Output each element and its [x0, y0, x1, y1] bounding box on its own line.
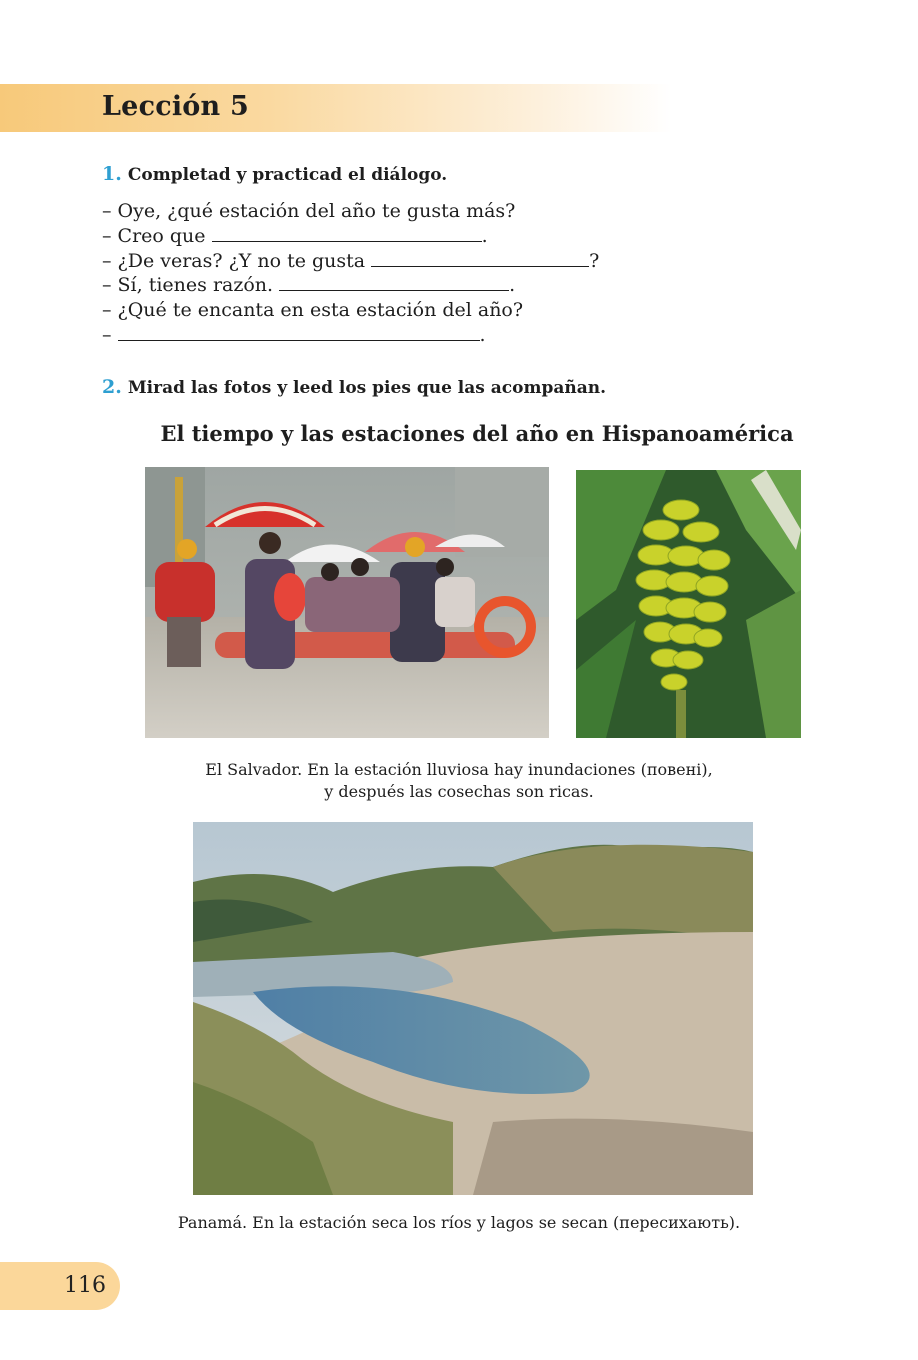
lesson-title: Lección 5	[102, 91, 249, 122]
section-title: El tiempo y las estaciones del año en Hispanoamérica	[160, 421, 794, 446]
dry-lake-photo	[193, 822, 753, 1195]
dialogue-text: – Sí, tienes razón.	[102, 274, 280, 297]
task-1-instruction: Completad y practicad el diálogo.	[127, 165, 448, 185]
task-2-heading	[102, 376, 606, 398]
dialogue-text: – ¿De veras? ¿Y no te gusta	[102, 249, 372, 272]
task-2-number: 2.	[102, 376, 122, 398]
dialogue-line-2	[102, 224, 599, 249]
dialogue-text: – Creo que	[102, 224, 212, 247]
dialogue-punct: .	[509, 274, 516, 297]
dialogue-line-5	[102, 298, 599, 323]
banana-photo	[576, 470, 801, 738]
dialogue-text: –	[102, 323, 118, 346]
dialogue-line-6	[102, 323, 599, 348]
caption-line: El Salvador. En la estación lluviosa hay inundaciones (повені),	[205, 760, 713, 779]
answer-blank[interactable]	[279, 273, 509, 291]
answer-blank[interactable]	[212, 224, 482, 242]
lesson-header-band	[0, 84, 672, 132]
dialogue-punct: .	[481, 224, 488, 247]
task-1-number: 1.	[102, 163, 122, 185]
dialogue	[102, 199, 599, 348]
dialogue-punct: .	[479, 323, 486, 346]
task-2-instruction: Mirad las fotos y leed los pies que las acompañan.	[127, 378, 607, 398]
dialogue-text: – ¿Qué te encanta en esta estación del año?	[102, 299, 524, 322]
answer-blank[interactable]	[371, 249, 589, 267]
page-number: 116	[64, 1273, 106, 1298]
flood-photo	[145, 467, 549, 738]
task-1-heading	[102, 163, 447, 185]
answer-blank[interactable]	[118, 323, 480, 341]
dialogue-line-3	[102, 249, 599, 274]
caption-panama: Panamá. En la estación seca los ríos y lagos se secan (пересихають).	[177, 1213, 741, 1232]
caption-line: y después las cosechas son ricas.	[324, 782, 594, 801]
dialogue-text: – Oye, ¿qué estación del año te gusta más?	[102, 200, 516, 222]
caption-el-salvador	[0, 759, 918, 803]
dialogue-line-1	[102, 199, 599, 224]
dialogue-punct: ?	[589, 249, 600, 272]
dialogue-line-4	[102, 273, 599, 298]
